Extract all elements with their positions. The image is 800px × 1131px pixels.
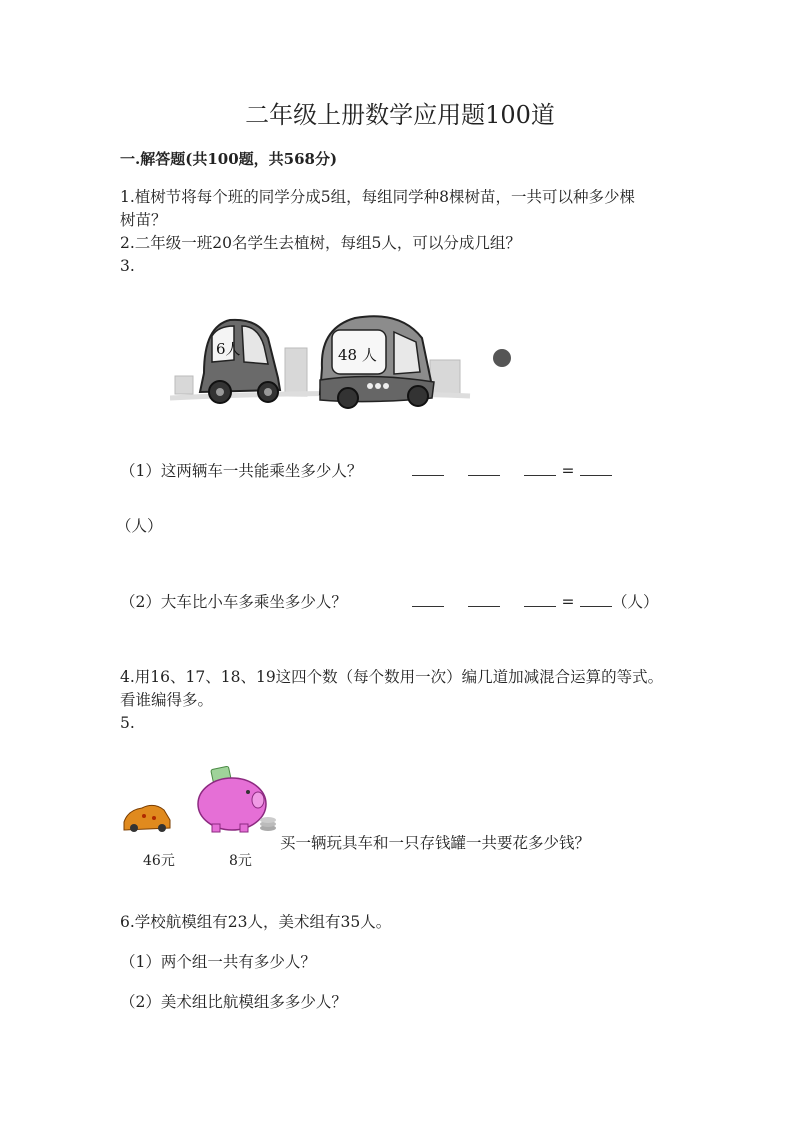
question-2: 2.二年级一班20名学生去植树，每组5人，可以分成几组？ <box>120 234 521 252</box>
small-car-label: 6人 <box>216 340 241 358</box>
piggy-bank-icon <box>198 766 276 832</box>
question-1-line-2: 树苗？ <box>120 211 167 229</box>
small-car-icon <box>200 320 280 403</box>
answer-blank[interactable] <box>468 461 500 476</box>
question-4-line-2: 看谁编得多。 <box>120 691 214 709</box>
question-3-sub-1-unit: （人） <box>116 517 163 535</box>
vehicles-illustration <box>170 308 520 418</box>
question-6-sub-1: （1）两个组一共有多少人？ <box>120 953 316 971</box>
answer-blank[interactable] <box>468 592 500 607</box>
question-5-text: 买一辆玩具车和一只存钱罐一共要花多少钱？ <box>280 834 591 852</box>
question-5-number: 5. <box>120 714 135 732</box>
toy-car-price: 46元 <box>143 853 175 869</box>
question-3-sub-1-blanks <box>412 460 612 483</box>
answer-blank[interactable] <box>412 461 444 476</box>
bus-label: 48 人 <box>338 346 377 364</box>
answer-blank[interactable] <box>412 592 444 607</box>
question-3-sub-2: （2）大车比小车多乘坐多少人？ <box>120 593 347 611</box>
question-1-line-1: 1.植树节将每个班的同学分成5组，每组同学种8棵树苗，一共可以种多少棵 <box>120 188 636 206</box>
equals-sign: = <box>561 593 575 611</box>
question-6: 6.学校航模组有23人，美术组有35人。 <box>120 913 392 931</box>
piggy-bank-price: 8元 <box>229 853 252 869</box>
toy-car-icon <box>124 805 170 832</box>
question-3-sub-1: （1）这两辆车一共能乘坐多少人？ <box>120 462 363 480</box>
toy-items-illustration <box>120 762 280 862</box>
answer-blank[interactable] <box>580 592 612 607</box>
question-6-sub-2: （2）美术组比航模组多多少人？ <box>120 993 347 1011</box>
question-4-line-1: 4.用16、17、18、19这四个数（每个数用一次）编几道加减混合运算的等式。 <box>120 668 664 686</box>
question-3-sub-2-blanks <box>412 591 659 614</box>
ball-icon <box>493 349 511 367</box>
answer-blank[interactable] <box>524 461 556 476</box>
question-3-sub-2-unit: （人） <box>612 593 659 611</box>
answer-blank[interactable] <box>580 461 612 476</box>
question-3-number: 3. <box>120 257 135 275</box>
answer-blank[interactable] <box>524 592 556 607</box>
page-title: 二年级上册数学应用题100道 <box>245 101 555 129</box>
equals-sign: = <box>561 462 575 480</box>
section-heading: 一.解答题(共100题，共568分) <box>120 150 338 168</box>
